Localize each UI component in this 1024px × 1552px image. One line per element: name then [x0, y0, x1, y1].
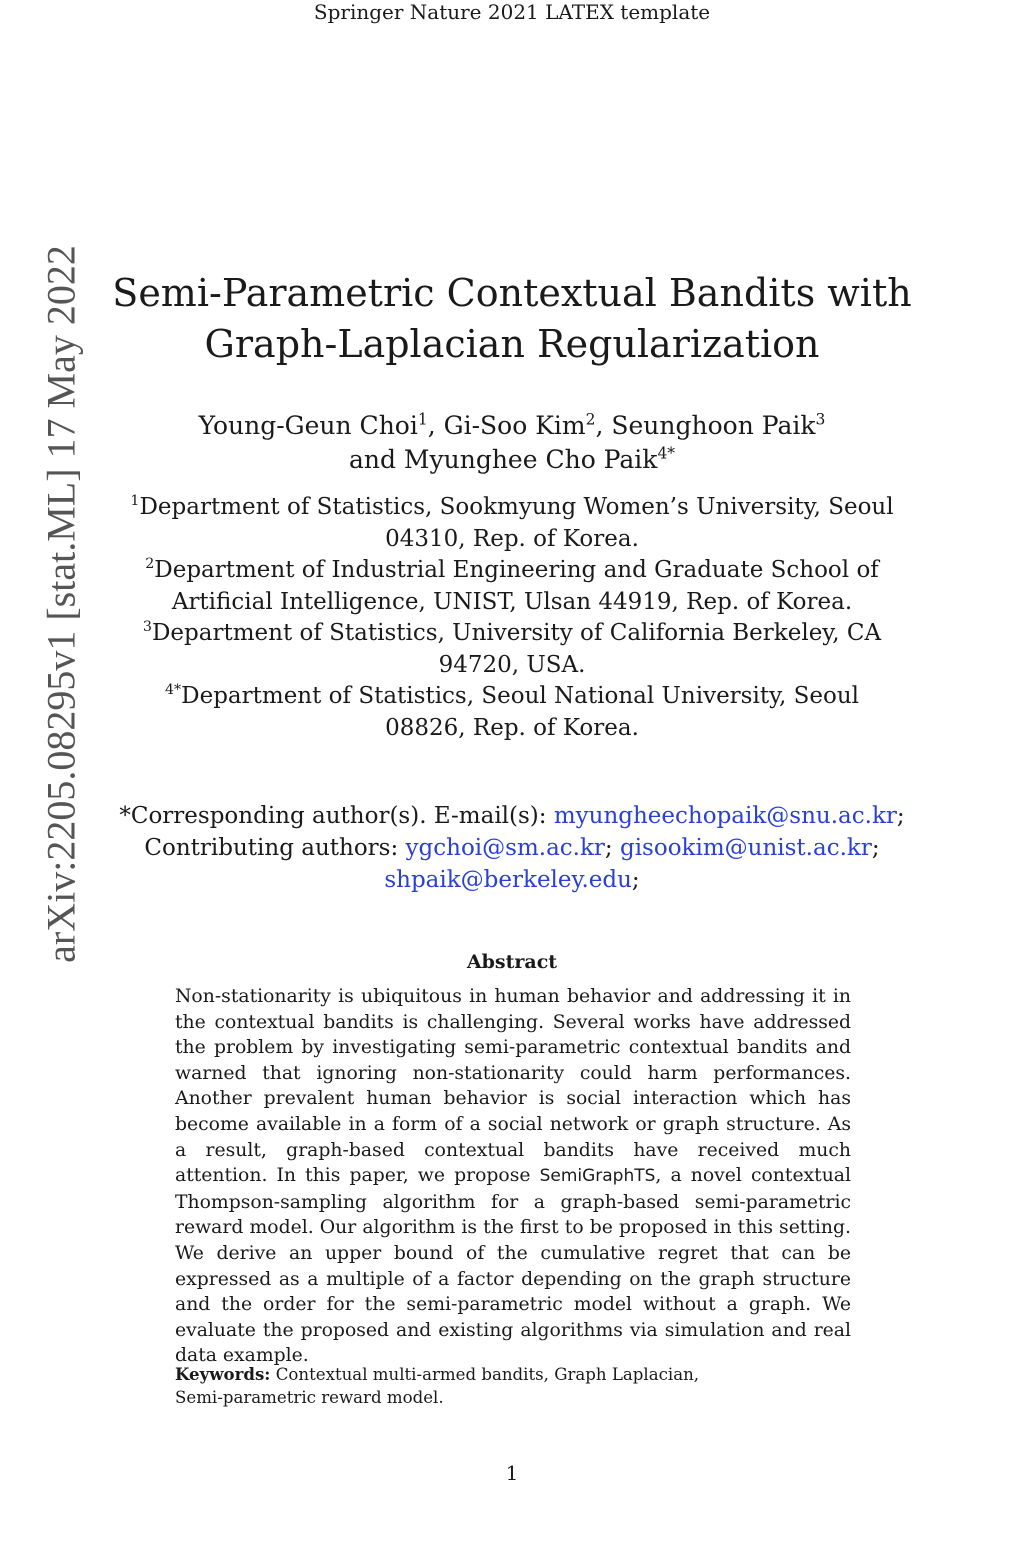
author-mark: 2 — [585, 410, 596, 429]
page-number: 1 — [505, 1461, 519, 1485]
affiliation-mark: 4* — [164, 682, 182, 699]
author-mark: 1 — [417, 410, 428, 429]
affiliation-3: $^3$Department of Statistics, University of California Berkeley, CA 94720, USA. — [142, 619, 882, 678]
author-mark: 3 — [815, 410, 826, 429]
affiliation-mark: 3 — [142, 619, 152, 636]
author-list-line-2 — [0, 443, 1024, 477]
arxiv-stamp: arXiv:2205.08295v1 [stat.ML] 17 May 2022 — [38, 245, 84, 963]
email-link-shpaik[interactable]: shpaik@berkeley.edu — [384, 867, 632, 893]
abstract-body: Non-stationarity is ubiquitous in human behavior and addressing it in the contextual bandits is challenging. Several works have addressed the problem by investigating semi-parametric contextual bandits and warned that ignoring non-stationarity could harm performances. Another prevalent human behavior is social interaction which has become available in a form of a social network or graph structure. As a result, graph-based contextual bandits have received much attention. In this paper, we propose SemiGraphTS, a novel contextual Thompson-sampling algorithm for a graph-based semi-parametric reward model. Our algorithm is the first to be proposed in this setting. We derive an upper bound of the cumulative regret that can be expressed as a multiple of a factor depending on the graph structure and the order for the semi-parametric model without a graph. We evaluate the proposed and existing algorithms via simulation and real data example. — [175, 986, 851, 1367]
contributing-authors-line-2: shpaik@berkeley.edu; — [384, 867, 640, 893]
corresponding-author-line: *Corresponding author(s). E-mail(s): myungheechopaik@snu.ac.kr; — [119, 803, 905, 829]
running-header: Springer Nature 2021 LATEX template — [313, 0, 711, 24]
author-name: Gi-Soo Kim — [443, 411, 586, 440]
email-link-ygchoi[interactable]: ygchoi@sm.ac.kr — [405, 835, 605, 861]
author-name: Seunghoon Paik — [611, 411, 816, 440]
keywords: Keywords: Contextual multi-armed bandits, Graph Laplacian, Semi-parametric reward model. — [175, 1364, 700, 1407]
author-name: and Myunghee Cho Paik — [348, 445, 658, 474]
affiliation-2: $^2$Department of Industrial Engineering and Graduate School of Artificial Intelligence, UNIST, Ulsan 44919, Rep. of Korea. — [145, 556, 879, 615]
paper-title-line-1: Semi-Parametric Contextual Bandits with — [112, 271, 912, 315]
keywords-label: Keywords: — [175, 1364, 271, 1384]
affiliation-4: $^{4*}$Department of Statistics, Seoul National University, Seoul 08826, Rep. of Korea. — [164, 682, 860, 741]
email-link-gisookim[interactable]: gisookim@unist.ac.kr — [619, 835, 872, 861]
author-mark: 4* — [657, 444, 676, 463]
affiliation-mark: 2 — [145, 556, 155, 573]
abstract-heading: Abstract — [466, 951, 558, 973]
author-list-line-1: Young-Geun Choi$^1$, Gi-Soo Kim$^2$, Seunghoon Paik$^3$ — [198, 410, 826, 440]
contributing-authors-line: Contributing authors: ygchoi@sm.ac.kr; gisookim@unist.ac.kr; — [144, 835, 880, 861]
author-name: Young-Geun Choi — [198, 411, 418, 440]
affiliation-1: $^1$Department of Statistics, Sookmyung Women’s University, Seoul 04310, Rep. of Korea. — [130, 493, 894, 552]
affiliation-mark: 1 — [130, 493, 140, 510]
paper-title-line-2: Graph-Laplacian Regularization — [204, 322, 820, 366]
method-name: SemiGraphTS — [539, 1166, 656, 1187]
email-link-corresponding[interactable]: myungheechopaik@snu.ac.kr — [553, 803, 897, 829]
